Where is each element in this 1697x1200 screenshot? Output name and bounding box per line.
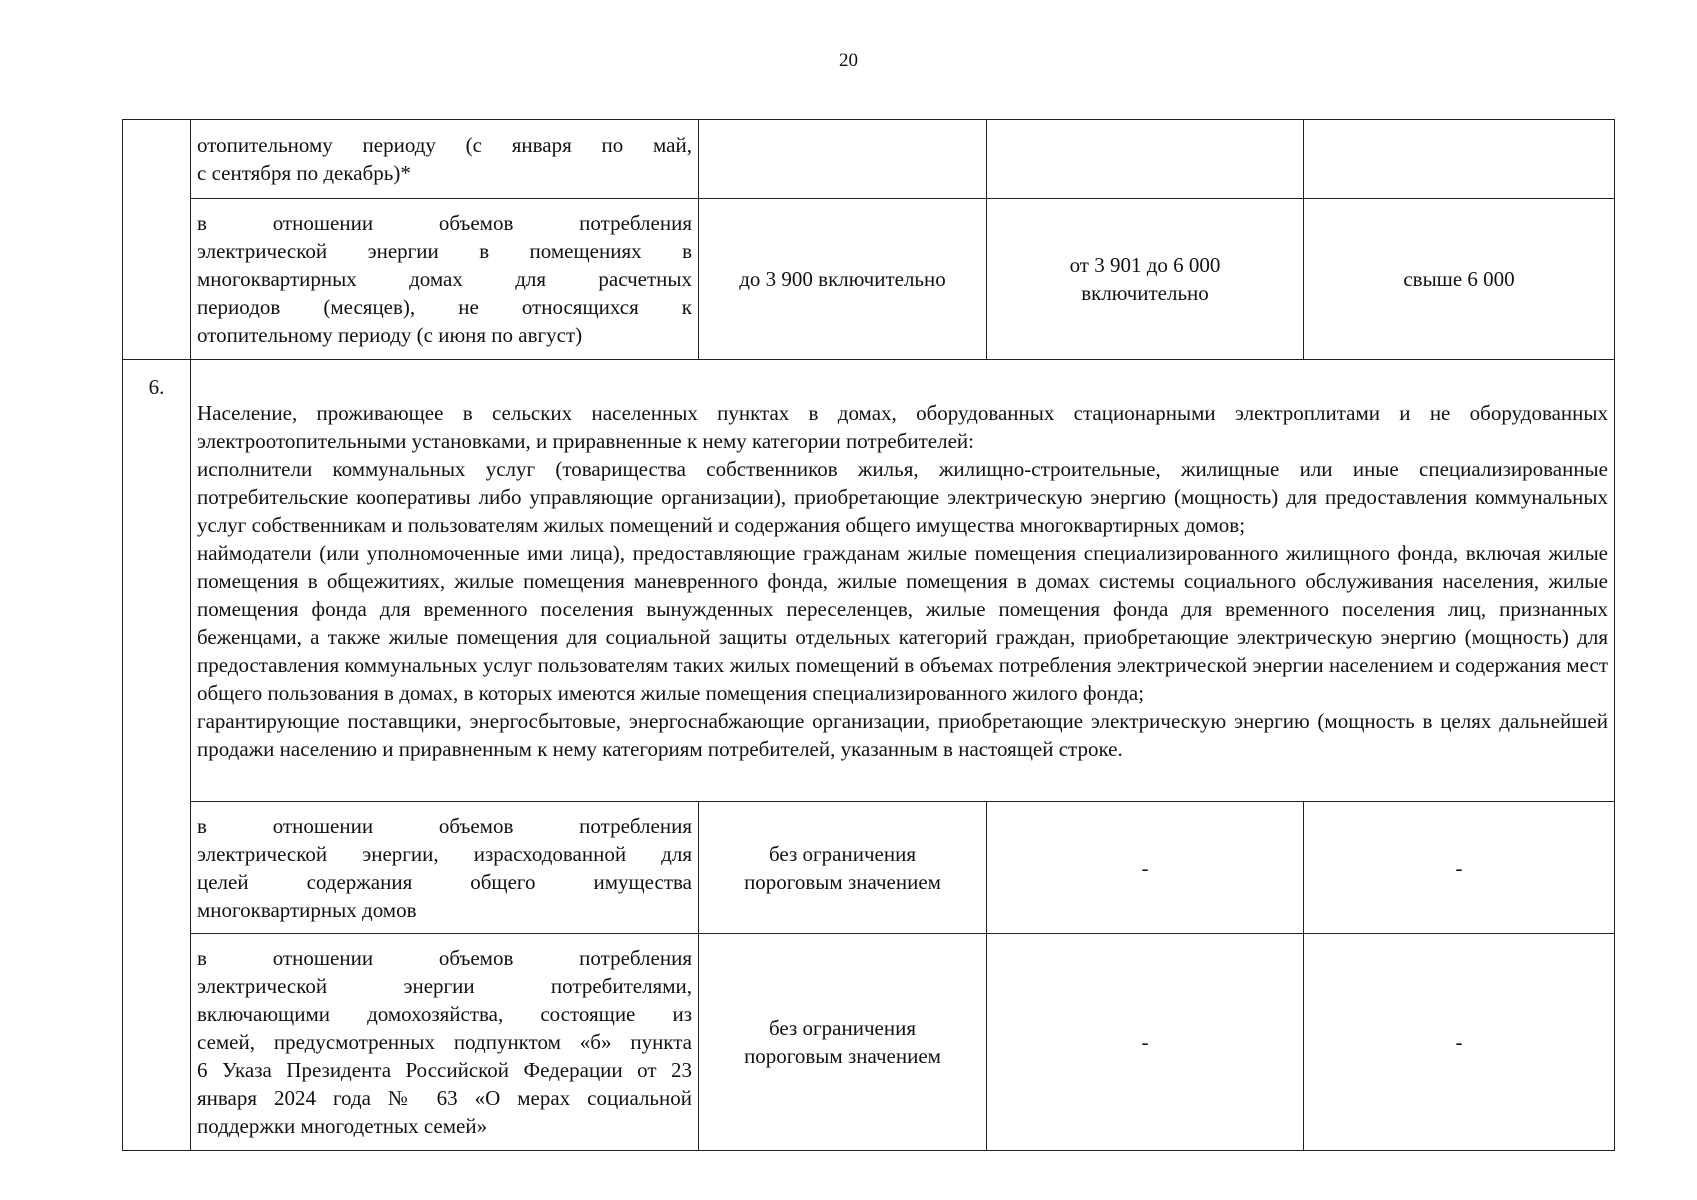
threshold-low-cell: до 3 900 включительно xyxy=(699,199,987,360)
dash: - xyxy=(1455,855,1463,880)
text-line: в отношении объемов потребления xyxy=(197,211,692,235)
text-line: электрической энергии, израсходованной для xyxy=(197,841,692,866)
table-row xyxy=(123,360,1615,802)
description-cell xyxy=(191,199,699,360)
row-number-cell: 6. xyxy=(123,360,191,1151)
dash: - xyxy=(1455,1030,1463,1054)
text-line: включительно xyxy=(1081,281,1209,305)
text-line: с сентября по декабрь)* xyxy=(197,161,411,185)
category-description-cell xyxy=(191,360,1615,802)
table-row xyxy=(123,199,1615,360)
text-line: в отношении объемов потребления xyxy=(197,813,692,838)
threshold-mid-cell xyxy=(987,199,1304,360)
threshold-high-cell xyxy=(1304,802,1615,934)
description-cell xyxy=(191,802,699,934)
text-line: электрической энергии потребителями, xyxy=(197,974,692,998)
text-line: от 3 901 до 6 000 xyxy=(1069,253,1221,277)
text-line: в отношении объемов потребления xyxy=(197,946,692,970)
page-number: 20 xyxy=(839,50,858,71)
threshold-high-cell xyxy=(1304,934,1615,1151)
text-line: 6 Указа Президента Российской Федерации от 23 xyxy=(197,1058,692,1082)
threshold-low-cell xyxy=(699,934,987,1151)
dash: - xyxy=(1141,1030,1149,1054)
text-line: электрической энергии в помещениях в xyxy=(197,239,692,263)
text-line: без ограничения xyxy=(769,1016,916,1040)
description-cell xyxy=(191,934,699,1151)
text-line: января 2024 года № 63 «О мерах социальной xyxy=(197,1086,692,1110)
threshold-high-cell: свыше 6 000 xyxy=(1304,199,1615,360)
text-line: пороговым значением xyxy=(744,869,941,894)
text-line: периодов (месяцев), не относящихся к xyxy=(197,295,692,319)
text-line: целей содержания общего имущества xyxy=(197,869,692,894)
text-line: поддержки многодетных семей» xyxy=(197,1114,488,1138)
paragraph: наймодатели (или уполномоченные ими лица), предоставляющие гражданам жилые помещения специализированного жилищного фонда, включая жилые помещения в общежитиях, жилые помещения маневренного фонда, жилые помещения в домах системы социального обслуживания населения, жилые помещения фонда для временного поселения вынужденных переселенцев, жилые помещения фонда для временного поселения лиц, признанных беженцами, а также жилые помещения для социальной защиты отдельных категорий граждан, приобретающие электрическую энергию (мощность) для предоставления коммунальных услуг пользователям таких жилых помещений в объемах потребления электрической энергии населением и содержания мест общего пользования в домах, в которых имеются жилые помещения специализированного жилого фонда; xyxy=(197,540,1608,705)
value-cell xyxy=(699,120,987,199)
text-line: многоквартирных домов xyxy=(197,897,417,922)
table-row xyxy=(123,120,1615,199)
text-line: отопительному периоду (с января по май, xyxy=(197,133,692,157)
text-line: семей, предусмотренных подпунктом «б» пункта xyxy=(197,1030,692,1054)
text-line: многоквартирных домах для расчетных xyxy=(197,267,692,291)
paragraph: гарантирующие поставщики, энергосбытовые, энергоснабжающие организации, приобретающие электрическую энергию (мощность в целях дальнейшей продажи населению и приравненным к нему категориям потребителей, указанным в настоящей строке. xyxy=(197,708,1608,761)
paragraph: Население, проживающее в сельских населенных пунктах в домах, оборудованных стационарными электроплитами и не оборудованных электроотопительными установками, и приравненные к нему категории потребителей: xyxy=(197,400,1608,453)
threshold-low-cell xyxy=(699,802,987,934)
row-number-cell xyxy=(123,120,191,360)
threshold-mid-cell xyxy=(987,934,1304,1151)
dash: - xyxy=(1141,855,1149,880)
table-row xyxy=(123,802,1615,934)
value-cell xyxy=(1304,120,1615,199)
text-line: отопительному периоду (с июня по август) xyxy=(197,323,583,347)
text-line: включающими домохозяйства, состоящие из xyxy=(197,1002,692,1026)
paragraph: исполнители коммунальных услуг (товарищества собственников жилья, жилищно-строительные, жилищные или иные специализированные потребительские кооперативы либо управляющие организации), приобретающие электрическую энергию (мощность) для предоставления коммунальных услуг собственникам и пользователям жилых помещений и содержания общего имущества многоквартирных домов; xyxy=(197,456,1608,537)
text-line: пороговым значением xyxy=(744,1044,941,1068)
table-row xyxy=(123,934,1615,1151)
tariff-table xyxy=(122,119,1615,1151)
threshold-mid-cell xyxy=(987,802,1304,934)
value-cell xyxy=(987,120,1304,199)
text-line: без ограничения xyxy=(769,841,916,866)
description-cell xyxy=(191,120,699,199)
